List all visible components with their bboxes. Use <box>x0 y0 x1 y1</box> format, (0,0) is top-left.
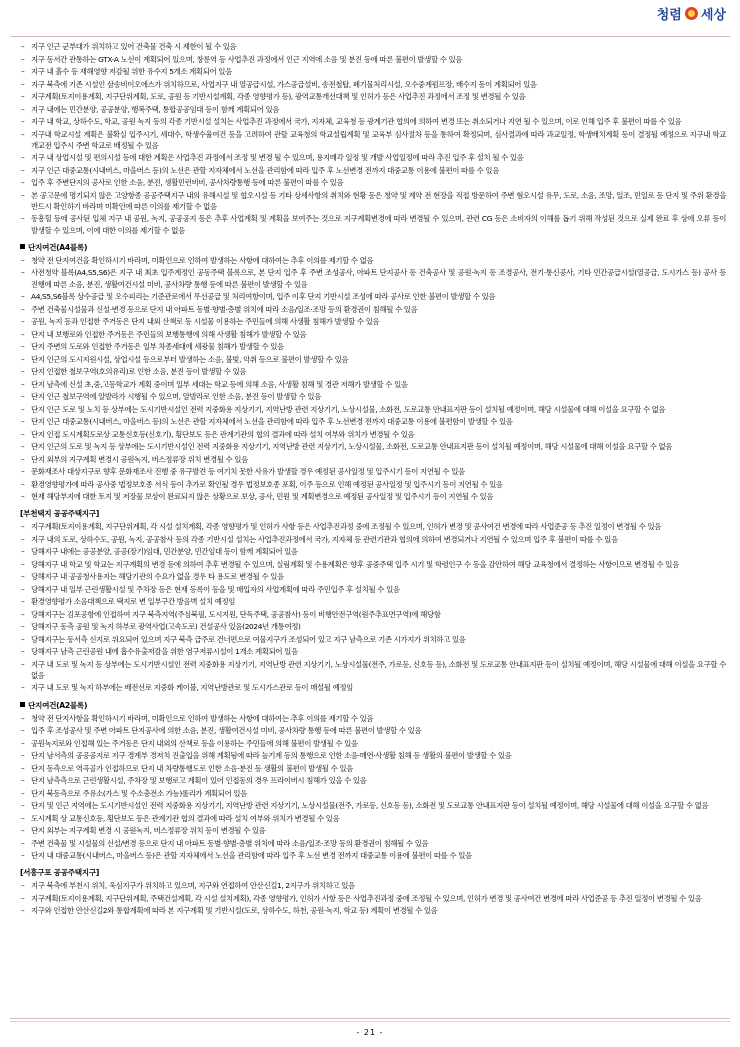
list-item: – 현재 해당부지에 대한 토지 및 저장물 보상이 완료되지 않은 상황으로 보상, 공사, 민원 및 계획변경으로 예정된 공사일정 및 입주시기 등이 지연될 수 있음 <box>20 491 726 502</box>
list-item: – 지구 인근 군부대가 위치하고 있어 건축물 건축 시 제한이 될 수 있음 <box>20 41 726 52</box>
list-item: – 공원, 녹지 등과 인접한 주거동은 단지 내외 산책로 등 시설물 이용하는 주민들에 의해 사생활 침해가 발생할 수 있음 <box>20 316 726 327</box>
list-item: – 지구계획(토지이용계획, 지구단위계획, 각 시설 설치계획, 각종 영향평가 및 인허가 사항 등은 사업추진과정 중에 조정될 수 있으며, 인허가 변경 및 공사여건 변경에 따라 사업준공 등 추진 일정이 변경될 수 있음 <box>20 521 726 532</box>
square-bullet-icon <box>20 702 25 707</box>
list-item: – 당해지구 남측 근린공원 내에 흡수유출저감을 위한 염구저류시설이 1개소 계획되어 있음 <box>20 646 726 657</box>
section-buncheo-list <box>20 521 726 693</box>
list-item: – 단지 인근 대중교통(시내버스, 마을버스 등)의 노선은 관할 지자체에서 노선을 관리함에 따라 입주 후 노선변경 전까지 대중교통 이용에 불편함이 발생할 수 있음 <box>20 416 726 427</box>
list-item: – 지구 내 도로 및 녹지 하부에는 배전선로 지중화 케이블, 지역난방관로 및 도시가스관로 등이 매설될 예정임 <box>20 682 726 693</box>
list-item: – 지구 동서간 관통하는 GTX-A 노선이 계획되어 있으며, 창릉역 등 사업추진 과정에서 인근 지역에 소음 및 분진 등에 따른 불편이 발생할 수 있음 <box>20 54 726 65</box>
list-item: – 지구 북측에 기존 시설인 삼송비이오에스가 위치하므로, 사업지구 내 열공급시설, 가스공급설비, 송전철탑, 폐기물처리시설, 오수중계펌프장, 배수지 등이 계획되어 있음 <box>20 79 726 90</box>
section-heading-text: 단지여건(A2블록) <box>28 700 88 710</box>
document-body <box>0 37 740 917</box>
list-item: – 당해지구 내 공공청사용지는 해당기관의 수요가 없을 경우 타 용도로 변경될 수 있음 <box>20 571 726 582</box>
list-item: – 단지 인접 도시계획도로상 교통신호등(신호기), 횡단보도 등은 관계기관의 협의 결과에 따라 설치 여부와 위치가 변경될 수 있음 <box>20 429 726 440</box>
list-item: – 단지 남측에 신설 초,중,고등학교가 계획 중이며 일부 세대는 학교 등에 의해 소음, 사생활 침해 및 경관 저해가 발생할 수 있음 <box>20 379 726 390</box>
page-header <box>0 0 740 36</box>
list-item: – 사전청약 블록(A4,S5,S6)은 지구 내 최초 입주계정인 공동주택 블록으로, 본 단지 입주 후 주변 조성공사, 아파트 단지공사 등 건축공사 및 공원·녹지 등 조경공사, 전기·통신공사, 기타 민간공급시설(열공급, 도시가스 등) 공사 등 진행에 따른 소음, 분진, 생활여건시설 미비, 공사차량 통행 등에 따른 불편이 발생할 수 있음 <box>20 267 726 289</box>
list-item: – 지구와 인접한 안산신길2와 통합계획에 따라 본 지구계획 및 기반시설(도로, 상하수도, 하천, 공원·녹지, 학교 등) 계획이 변경될 수 있음 <box>20 905 726 916</box>
logo-text-left: 청렴 <box>656 8 682 23</box>
section-heading-buncheo <box>20 508 726 519</box>
circle-logo-icon <box>685 7 698 20</box>
list-item: – 단지 외부의 지구계획 변경시 공원녹지, 버스정류장 위치 변경될 수 있음 <box>20 454 726 465</box>
list-item: – 당해지구 내에는 공공분양, 공공(장기)임대, 민간분양, 민간임대 등이 함께 계획되어 있음 <box>20 546 726 557</box>
list-item: – 지구계획(토지이용계획, 지구단위계획, 주택건설계획, 각 시설 설치계획), 각종 영향평가, 인허가 사항 등은 사업추진과정 중에 조정될 수 있으며, 인허가 변경 및 공사여건 변경에 따라 사업준공 등 추진 일정이 변경될 수 있음 <box>20 893 726 904</box>
list-item: – 문화재조사 대상지구로 향후 문화재조사 진행 중 유구발견 등 여기치 못한 사유가 발생할 경우 예정된 공사일정 및 입주시기 등이 지연될 수 있음 <box>20 466 726 477</box>
list-item: – 당해지구는 동서측 신지로 위요되어 있으며 지구 북측 급주로 건너편으로 여물지구가 조성되어 있고 지구 남측으로 기존 시가지가 위치하고 있음 <box>20 634 726 645</box>
section-heading-text: 단지여건(A4블록) <box>28 242 88 252</box>
page-number: - 21 - <box>356 1028 384 1037</box>
list-item: – 단지 내 대중교통(시내버스, 마을버스 등)은 관할 지자체에서 노선을 관리함에 따라 입주 후 노선 변경 전까지 대중교통 이용에 불편이 따를 수 있음 <box>20 850 726 861</box>
list-item: – 지구 내 도로 및 녹지 등 상부에는 도시기반시설인 전력 지중화용 지상기기, 지역난방 관련 지상기기, 노상시설물(전주, 가로등, 신호등 등), 소화전 및 도로교통 안내표지판 등이 설치될 예정이며, 해당 시설물에 대해 이설을 요구할 수 없음 <box>20 659 726 681</box>
section-heading-a4 <box>20 242 726 253</box>
section-heading-a2 <box>20 700 726 711</box>
list-item: – 당해지구 동측 공원 및 녹지 하부로 광역사업(고속도로) 건설공사 있음(2024년 개통여정) <box>20 621 726 632</box>
list-item: – 단지 외부는 지구계획 변경 시 공원녹지, 버스정류장 위치 등이 변경될 수 있음 <box>20 825 726 836</box>
list-item: – 도시계획 상 교통신호등, 횡단보도 등은 관계기관 협의 결과에 따라 설치 여부와 위치가 변경될 수 있음 <box>20 813 726 824</box>
list-item: – 단지 인근의 도시지원시설, 상업시설 등으로부터 발생하는 소음, 불빛, 악취 등으로 불편이 발생할 수 있음 <box>20 354 726 365</box>
list-item: – A4,S5,S6블록 상수공급 및 오수피리는 기준관로에서 무선공급 및 처리여항이며, 입주 이후 단지 기반시설 조성에 따라 공사로 인한 불편이 발생할 수 있음 <box>20 291 726 302</box>
list-item: – 청약 전 단지사항을 확인하시기 바라며, 미확인으로 인하여 발생하는 사항에 대하여는 추후 이의를 제기할 수 있음 <box>20 713 726 724</box>
list-item: – 주변 건축물시설물과 신설·변경 등으로 단지 내 아파트 동별·향별·층별 위치에 따라 소음/일조·조망 등의 환경권이 침해될 수 있음 <box>20 304 726 315</box>
section-sungbok-list <box>20 880 726 916</box>
list-item: – 단지 인근 철보구역에 알발라가 시행될 수 있으며, 알발라로 인한 소음, 분진 등이 발생할 수 있음 <box>20 391 726 402</box>
list-item: – 단지 및 인근 지역에는 도시기반시설인 전력 지중화용 지상기기, 지역난방 관련 지상기기, 노상시설물(전주, 가로등, 신호등 등), 소화전 및 도로교통 안내표지판 등이 설치될 예정이며, 해당 시설물에 대해 이설을 요구할 수 없음 <box>20 800 726 811</box>
logo-text-right: 세상 <box>700 8 726 23</box>
list-item: – 지구 북측에 부천시 위치, 욱심지구가 위치하고 있으며, 지구와 연접하여 안산신길1, 2지구가 위치하고 있음 <box>20 880 726 891</box>
list-item: – 지구 내 학교, 상하수도, 학교, 공원 녹지 등의 각종 기반시설 설치는 사업추진 과정에서 국가, 지자체, 교육청 등 광계기관 협의에 의하여 변경 또는 취소되거나 지연 될 수 있으며, 이로 인해 입주 후 불편이 따를 수 있음 <box>20 116 726 127</box>
list-item: – 지구 인근 대중교통(시내버스, 마을버스 등)의 노선은 관할 지자체에서 노선을 관리함에 따라 입주 후 노선변경 전까지 대중교통 이용에 불편이 따를 수 있음 <box>20 165 726 176</box>
list-item: – 본 공고문에 명기되지 않은 고양항종 공공주택지구 내의 유해시설 및 협오시설 등 기타 상세사항의 취치와 현황 등은 청약 및 계약 전 현장을 직접 방문하여 주변 혐오시설 유무, 도로, 소음, 조망, 일조, 민일로 등 단지 및 주위 환경을 반드시 확인하기 바라며 미확인에 따른 이의를 제기할 수 없음 <box>20 190 726 212</box>
list-item: – 단지 주변의 도로와 인접한 주거동은 일부 차종세대에 세광물 침해가 발생할 수 있음 <box>20 341 726 352</box>
list-item: – 입주 후 조성공사 및 주변 아파트 단지공사에 의한 소음, 분진, 생활여건시설 미비, 공사차량 통행 등에 따른 불편이 발생할 수 있음 <box>20 725 726 736</box>
section-a4-list <box>20 255 726 502</box>
list-item: – 단지 동측으로 역곡골가 인접하므로 단지 내 차량통행도로 인한 소음·분진 등 생활의 불편이 발생될 수 있음 <box>20 763 726 774</box>
list-item: – 지구 내 상업시설 및 편의시설 등에 대한 계획은 사업추진 과정에서 조정 및 변경 될 수 있으며, 용지매각 일정 및 개발 사업일정에 따라 추진 입주 후 설치 될 수 있음 <box>20 152 726 163</box>
page-footer <box>0 1018 740 1047</box>
list-item: – 당해지구 내 학교 및 학교는 지구계획의 변경 등에 의하여 추후 변경될 수 있으며, 실림계획 및 수용계획은 향후 공중주택 입주 시기 및 학령인구 수 등을 감안하여 해당 교육청에서 결정하는 사항이므로 변경될 수 있음 <box>20 559 726 570</box>
list-item: – 청약 전 단지여건을 확인하시기 바라며, 미확인으로 인하여 발생하는 사항에 대하여는 추후 이의를 제기할 수 없음 <box>20 255 726 266</box>
list-item: – 입주 후 주변단지의 공사로 인한 소음, 분진, 생활민런비비, 공사차량통행 등에 따른 불편이 따를 수 있음 <box>20 177 726 188</box>
list-item: – 지구 내의 도로, 상하수도, 공원, 녹지, 공공참사 등의 각종 기반시설 설치는 사업추진과정에서 국가, 지자체 등 관련기관과 협의에 의하여 변경되거나 지연될 수 있으며 입주 후 불편이 따를 수 있음 <box>20 534 726 545</box>
section-heading-text: [서흥구포 공공주택지구] <box>20 868 100 878</box>
list-item: – 단지 남서측의 공공공지로 지구 경계부 경저치 진출입을 위해 계획됨에 따라 높기계 등의 통행으로 인한 소음·매연·사생활 침해 등 생활의 불편이 발생할 수 있음 <box>20 750 726 761</box>
list-item: – 단지 인근의 도로 및 녹지 등 상부에는 도시기반시설인 전력 지중화용 지상기기, 지역난방 관련 지상기기, 노상시설물, 소화전, 도로교통 안내표지판 등이 설치될 예정이며, 해당 시설물에 대해 이설을 요구할 수 없음 <box>20 441 726 452</box>
list-item: – 지구계획(토지이용계획, 지구단위계획, 도로, 공원 등 기반시설계획, 각종 영향평가 등), 광역교통개선대책 및 인허가 등은 사업추진 과정에서 조정 및 변경될 수 있음 <box>20 91 726 102</box>
list-item: – 지구내 학교시설 계획은 불확실 입주시기, 세대수, 학생수율여건 등을 고려하여 관할 교육청의 학교설립계획 및 교육부 심사절차 등을 통하여 확정되며, 심사결과에 따라 과교일정, 학생배치계획 등이 결정될 예정으로 지구내 학교 개교전 입주시 주변 학교로 배정될 수 있음 <box>20 129 726 151</box>
list-item: – 동흥힐 등에 공사된 입체 지구 내 공원, 녹지, 공공공지 등은 추후 사업계획 및 계획을 보여주는 것으로 지구계획변경에 따라 변경될 수 있으며, 관련 CG 등은 소비자의 이해를 돕기 위해 작성된 것으로 실제 완료 후 상에 오류 등이 발생할 수 있으며, 이에 대한 이의를 제기할 수 없음 <box>20 213 726 235</box>
list-item: – 단지 내 보행로와 인접한 주거동은 주민들의 보행통행에 의해 사생활 침해가 발생할 수 있음 <box>20 329 726 340</box>
list-item: – 단지 북동측으로 주유소(가스 및 수소충전소 가능)롤리가 계획되어 있음 <box>20 788 726 799</box>
brand-logo <box>657 4 726 23</box>
list-item: – 지구 내에는 민간분양, 공공분양, 행복주택, 통합공공임대 등이 함께 계획되어 있음 <box>20 104 726 115</box>
square-bullet-icon <box>20 244 25 249</box>
section-a2-list <box>20 713 726 862</box>
list-item: – 지구 내 흙수 등 재해영향 저감될 위한 유수지 5개소 계획되어 있음 <box>20 66 726 77</box>
list-item: – 환경영향평가에 따라 공사중 법정보호종 서식 등이 추가로 확인될 경우 법정보호종 포획, 이주 등으로 인해 예정된 공사일정 및 입주시기 등이 지연될 수 있음 <box>20 479 726 490</box>
section-heading-text: [부천택지 공공주택지구] <box>20 509 100 519</box>
list-item: – 공원녹지로와 인접해 있는 주거동은 단지 내외의 산책로 등을 이용하는 주민들에 의해 불편이 발생될 수 있음 <box>20 738 726 749</box>
list-item: – 단지 인근 도로 및 노치 등 상부에는 도시기반시설인 전력 지중화용 지상기기, 지역난방 관련 지상기기, 노상시설물, 소화전, 도로교통 안내표지판 등이 설치될 예정이며, 해당 시설물에 대해 이설을 요구할 수 없음 <box>20 404 726 415</box>
section-intro-list <box>20 41 726 236</box>
list-item: – 당해지구 내 일부 근린생활시설 및 주차장 등은 현재 등록이 등을 및 매입자의 사업계획에 따라 주민입주 후 설치될 수 있음 <box>20 584 726 595</box>
list-item: – 당해지구는 김포공항에 인접하여 지구 북측지역(주심북필, 도시지원, 단독주택, 공공참사) 등이 비행안전구역(원주추표면구역)에 해당함 <box>20 609 726 620</box>
list-item: – 주변 건축물 및 시설물의 신설/변경 등으로 단지 내 아파트 동별·향별·층별 위치에 따라 소음/일조·조망 등의 환경권이 침해될 수 있음 <box>20 838 726 849</box>
list-item: – 단지 남측측으로 근린생활시설, 주차장 및 보행로고 계획이 있어 인접동의 경우 프라이버시 침해가 있을 수 있음 <box>20 775 726 786</box>
list-item: – 환경영향평가 소음대책으로 택지로 변 일부구간 방음벽 설치 예정임 <box>20 596 726 607</box>
list-item: – 단지 인접한 철보구역(호의유리)로 인한 소음, 분진 등이 발생할 수 있음 <box>20 366 726 377</box>
section-heading-sungbok <box>20 867 726 878</box>
